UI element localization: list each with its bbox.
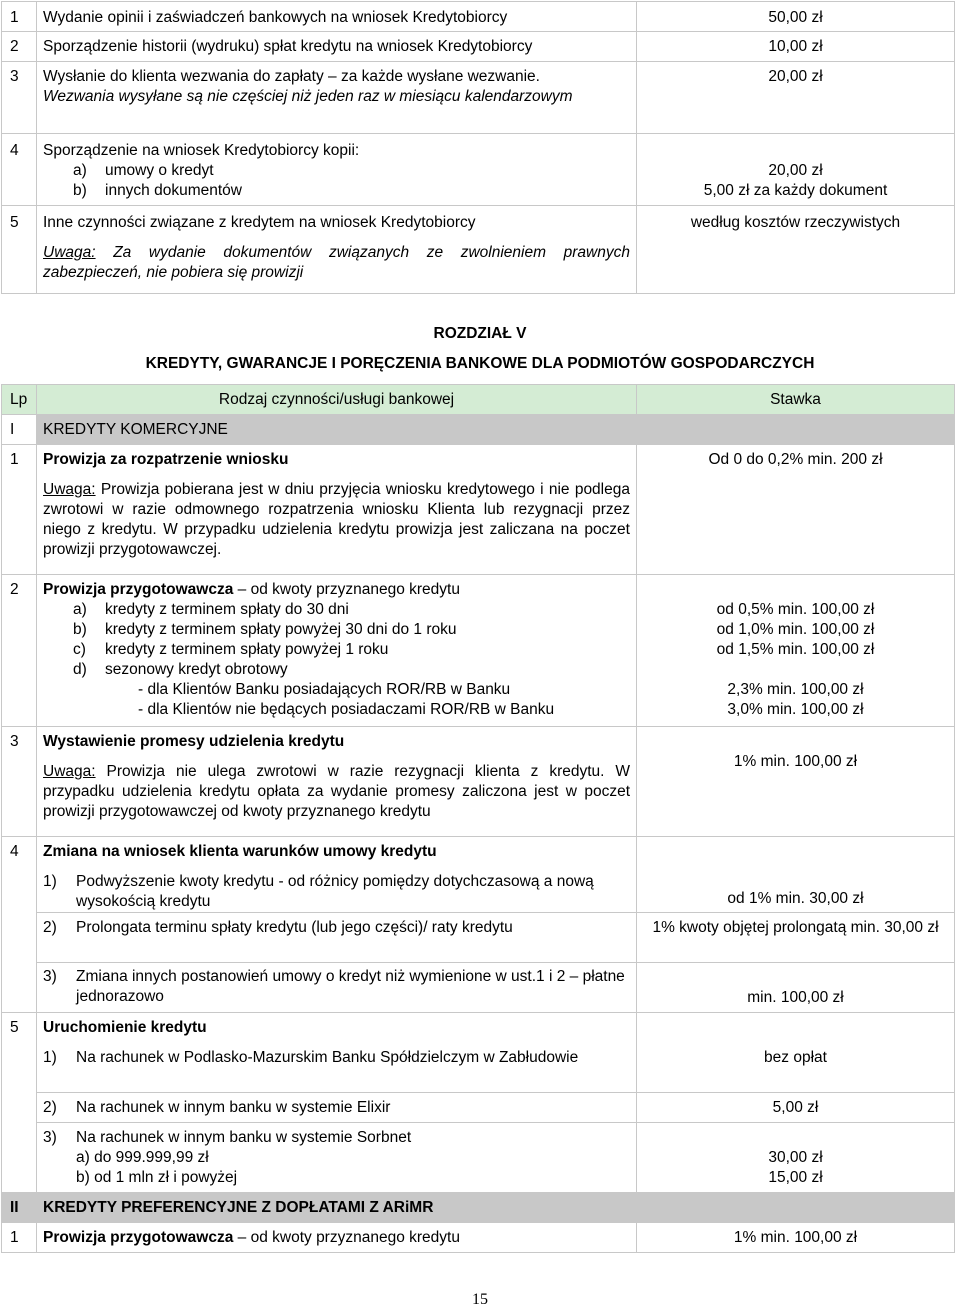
- fee-rate-c: od 1,5% min. 100,00 zł: [716, 641, 875, 658]
- item-key: c): [73, 641, 86, 658]
- service-description: Sporządzenie historii (wydruku) spłat kredytu na wniosek Kredytobiorcy: [37, 32, 637, 62]
- item-key: 1): [43, 873, 57, 890]
- list-item: [43, 1128, 630, 1148]
- fee-rate: 10,00 zł: [637, 32, 955, 62]
- row-number: 3: [2, 727, 37, 837]
- item-text: Prolongata terminu spłaty kredytu (lub jego części)/ raty kredytu: [76, 919, 513, 936]
- table-row: [2, 575, 955, 727]
- table-header: [2, 385, 955, 415]
- item-key: a): [73, 162, 87, 179]
- service-description: [37, 837, 637, 913]
- note-text: Prowizja nie ulega zwrotowi w razie rezygnacji klienta z kredytu. W przypadku udzielenia kredytu opłata za wydanie promesy zaliczona jest w poczet prowizji przygotowawczej od kwoty przyznanego kredytu: [43, 763, 630, 820]
- table-row: [2, 1123, 955, 1193]
- service-description: [37, 727, 637, 837]
- list-item: [43, 918, 630, 938]
- list-item: [43, 181, 630, 201]
- fee-rate-d1: 2,3% min. 100,00 zł: [727, 681, 864, 698]
- fee-rate: [637, 134, 955, 206]
- fee-rate-b: 15,00 zł: [768, 1169, 823, 1186]
- credit-fees-table: [1, 384, 955, 1253]
- chapter-subtitle: KREDYTY, GWARANCJE I PORĘCZENIA BANKOWE DLA PODMIOTÓW GOSPODARCZYCH: [145, 355, 815, 372]
- list-item: [43, 872, 630, 912]
- fee-rate: 20,00 zł: [637, 62, 955, 134]
- row-number: 2: [2, 575, 37, 727]
- row-number: 5: [2, 206, 37, 294]
- fee-rate-d2: 3,0% min. 100,00 zł: [727, 701, 864, 718]
- description-text: Sporządzenie na wniosek Kredytobiorcy kopii:: [43, 142, 360, 159]
- fee-rate: min. 100,00 zł: [637, 963, 955, 1013]
- row-number: 3: [2, 62, 37, 134]
- description-title: Uruchomienie kredytu: [43, 1019, 207, 1036]
- table-row: [2, 1013, 955, 1093]
- service-description: [37, 575, 637, 727]
- fee-rate-a: 20,00 zł: [768, 162, 823, 179]
- description-title: Wystawienie promesy udzielenia kredytu: [43, 733, 345, 750]
- sub-item-text: a) do 999.999,99 zł: [76, 1149, 209, 1166]
- row-number: 4: [2, 134, 37, 206]
- item-text: innych dokumentów: [105, 182, 242, 199]
- item-key: 3): [43, 1129, 57, 1146]
- table-row: [2, 62, 955, 134]
- item-key: a): [73, 601, 87, 618]
- item-text: kredyty z terminem spłaty do 30 dni: [105, 601, 349, 618]
- list-item: [43, 660, 630, 680]
- service-description: [37, 206, 637, 294]
- item-text: sezonowy kredyt obrotowy: [105, 661, 288, 678]
- service-description: [37, 1223, 637, 1253]
- fee-rate: bez opłat: [637, 1013, 955, 1093]
- fee-rate-a: 30,00 zł: [768, 1149, 823, 1166]
- description-title: Prowizja za rozpatrzenie wniosku: [43, 451, 289, 468]
- row-number: 4: [2, 837, 37, 913]
- description-rest: – od kwoty przyznanego kredytu: [233, 1229, 460, 1246]
- fee-rate-b: od 1,0% min. 100,00 zł: [716, 621, 875, 638]
- fee-rate: według kosztów rzeczywistych: [637, 206, 955, 294]
- list-item: [43, 1098, 630, 1118]
- fee-rate-a: od 0,5% min. 100,00 zł: [716, 601, 875, 618]
- fee-rate: [637, 575, 955, 727]
- fee-rate: 1% min. 100,00 zł: [637, 727, 955, 837]
- description-rest: – od kwoty przyznanego kredytu: [233, 581, 460, 598]
- service-description: [37, 134, 637, 206]
- header-lp: Lp: [2, 385, 37, 415]
- item-key: 2): [43, 1099, 57, 1116]
- item-text: Na rachunek w innym banku w systemie Elixir: [76, 1099, 391, 1116]
- table-row: [2, 837, 955, 913]
- item-key: b): [73, 621, 87, 638]
- item-text: kredyty z terminem spłaty powyżej 1 roku: [105, 641, 389, 658]
- description-title: Prowizja przygotowawcza: [43, 581, 234, 598]
- item-text: Na rachunek w innym banku w systemie Sorbnet: [76, 1129, 412, 1146]
- fee-rate: od 1% min. 30,00 zł: [637, 837, 955, 913]
- table-row: [2, 727, 955, 837]
- fee-rate: Od 0 do 0,2% min. 200 zł: [637, 445, 955, 575]
- service-description: [37, 963, 637, 1013]
- fee-rate-b: 5,00 zł za każdy dokument: [703, 182, 888, 199]
- note-label: Uwaga:: [43, 763, 96, 780]
- sub-item-text: - dla Klientów Banku posiadających ROR/RB w Banku: [138, 681, 511, 698]
- note-label: Uwaga:: [43, 244, 96, 261]
- service-description: [37, 1123, 637, 1193]
- table-row: [2, 32, 955, 62]
- table-row: [2, 445, 955, 575]
- header-description: Rodzaj czynności/usługi bankowej: [37, 385, 637, 415]
- row-number: 1: [2, 1223, 37, 1253]
- service-description: Wydanie opinii i zaświadczeń bankowych na wniosek Kredytobiorcy: [37, 2, 637, 32]
- item-text: kredyty z terminem spłaty powyżej 30 dni do 1 roku: [105, 621, 457, 638]
- item-text: umowy o kredyt: [105, 162, 214, 179]
- item-key: d): [73, 661, 87, 678]
- service-description: [37, 1013, 637, 1093]
- chapter-title: ROZDZIAŁ V: [433, 325, 527, 342]
- fee-rate: 50,00 zł: [637, 2, 955, 32]
- fee-rate: 1% min. 100,00 zł: [637, 1223, 955, 1253]
- table-row: [2, 913, 955, 963]
- note-text: Za wydanie dokumentów związanych ze zwolnieniem prawnych zabezpieczeń, nie pobiera się prowizji: [43, 244, 630, 281]
- note-label: Uwaga:: [43, 481, 96, 498]
- description-note: Wezwania wysyłane są nie częściej niż jeden raz w miesiącu kalendarzowym: [43, 88, 573, 105]
- description-title: Prowizja przygotowawcza: [43, 1229, 234, 1246]
- note-text: Prowizja pobierana jest w dniu przyjęcia wniosku kredytowego i nie podlega zwrotowi w razie odmownego rozpatrzenia wniosku Klienta lub rezygnacji przez niego z kredytu. W przypadku udzielenia kredytu prowizja jest zaliczana na poczet prowizji przygotowawczej.: [43, 481, 630, 558]
- description-title: Zmiana na wniosek klienta warunków umowy kredytu: [43, 843, 437, 860]
- sub-item-text: - dla Klientów nie będących posiadaczami ROR/RB w Banku: [138, 701, 555, 718]
- item-text: Na rachunek w Podlasko-Mazurskim Banku Spółdzielczym w Zabłudowie: [76, 1049, 579, 1066]
- service-description: [37, 62, 637, 134]
- table-row: [2, 134, 955, 206]
- row-number: 1: [2, 445, 37, 575]
- service-description: [37, 1093, 637, 1123]
- fee-rate: 5,00 zł: [637, 1093, 955, 1123]
- item-text: Podwyższenie kwoty kredytu - od różnicy pomiędzy dotychczasową a nową wysokością kredytu: [76, 873, 594, 910]
- service-description: [37, 445, 637, 575]
- fee-rate: 1% kwoty objętej prolongatą min. 30,00 zł: [637, 913, 955, 963]
- fees-table-continued: [1, 1, 955, 294]
- item-key: 1): [43, 1049, 57, 1066]
- list-item: [43, 161, 630, 181]
- section-row: [2, 415, 955, 445]
- description-text: Wysłanie do klienta wezwania do zapłaty – za każde wysłane wezwanie.: [43, 68, 540, 85]
- list-item: [43, 967, 630, 1007]
- table-row: [2, 1223, 955, 1253]
- fee-rate: [637, 1123, 955, 1193]
- section-title: KREDYTY PREFERENCYJNE Z DOPŁATAMI Z ARiMR: [37, 1193, 955, 1223]
- item-key: b): [73, 182, 87, 199]
- list-item: [43, 620, 630, 640]
- row-number: 1: [2, 2, 37, 32]
- section-number: I: [2, 415, 37, 445]
- section-title: KREDYTY KOMERCYJNE: [37, 415, 637, 445]
- section-number: II: [2, 1193, 37, 1223]
- item-key: 3): [43, 968, 57, 985]
- header-rate: Stawka: [637, 385, 955, 415]
- item-text: Zmiana innych postanowień umowy o kredyt niż wymienione w ust.1 i 2 – płatne jednorazowo: [76, 968, 625, 1005]
- service-description: [37, 913, 637, 963]
- table-row: [2, 206, 955, 294]
- description-text: Inne czynności związane z kredytem na wniosek Kredytobiorcy: [43, 214, 476, 231]
- page-number: 15: [472, 1291, 488, 1307]
- table-row: [2, 963, 955, 1013]
- list-item: [43, 1048, 630, 1068]
- section-row: [2, 1193, 955, 1223]
- sub-item-text: b) od 1 mln zł i powyżej: [76, 1169, 238, 1186]
- row-number: 2: [2, 32, 37, 62]
- item-key: 2): [43, 919, 57, 936]
- list-item: [43, 600, 630, 620]
- table-row: [2, 2, 955, 32]
- list-item: [43, 640, 630, 660]
- table-row: [2, 1093, 955, 1123]
- row-number: 5: [2, 1013, 37, 1093]
